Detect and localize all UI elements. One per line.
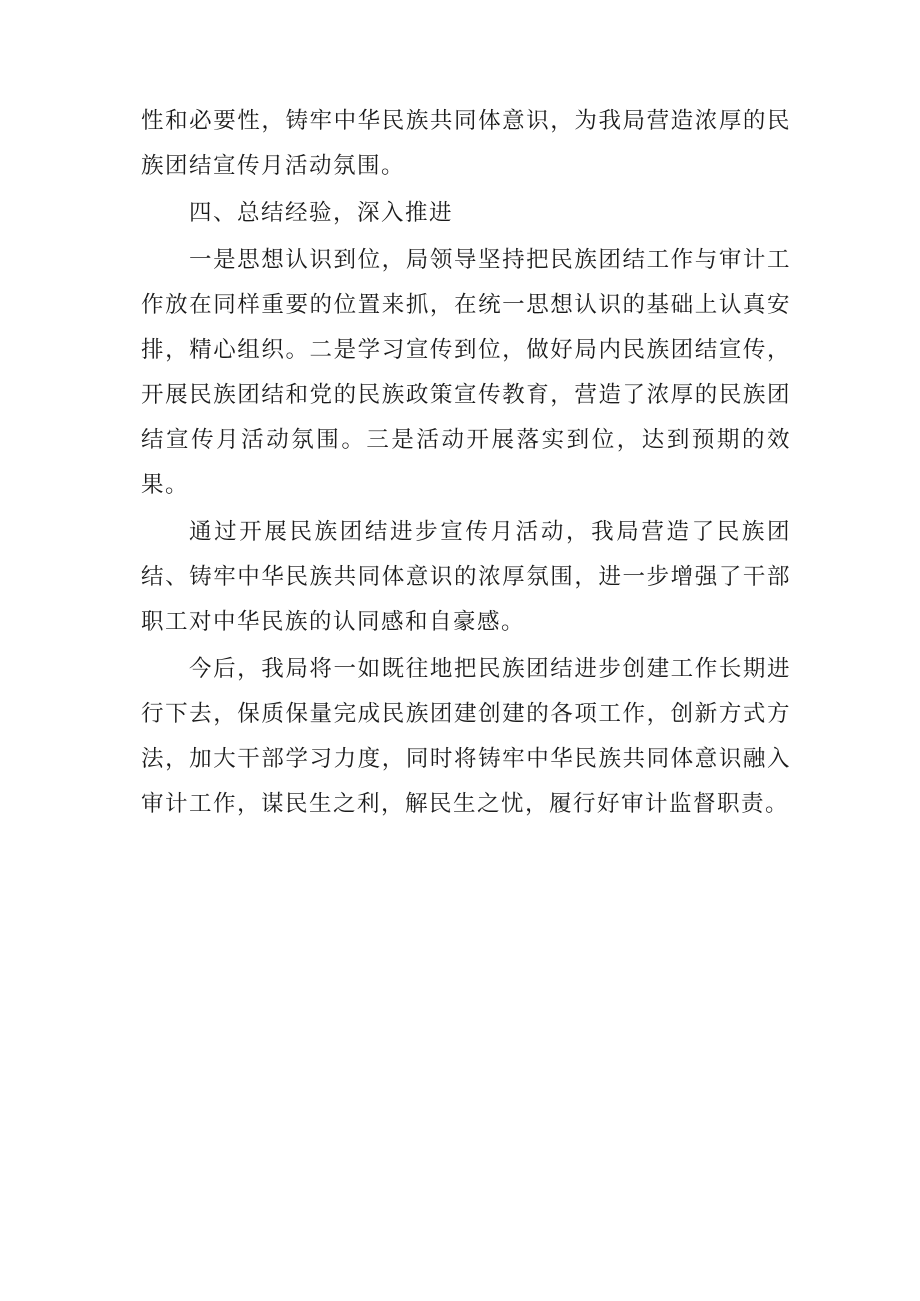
paragraph-continuation: 性和必要性，铸牢中华民族共同体意识，为我局营造浓厚的民族团结宣传月活动氛围。: [141, 108, 791, 179]
section-heading: 四、总结经验，深入推进: [189, 200, 454, 226]
paragraph-future: 今后，我局将一如既往地把民族团结进步创建工作长期进行下去，保质保量完成民族团建创建的各项工作，创新方式方法，加大干部学习力度，同时将铸牢中华民族共同体意识融入审计工作，谋民生之利，解民生之忧，履行好审计监督职责。: [141, 656, 791, 817]
paragraph-summary: 一是思想认识到位，局领导坚持把民族团结工作与审计工作放在同样重要的位置来抓，在统一思想认识的基础上认真安排，精心组织。二是学习宣传到位，做好局内民族团结宣传，开展民族团结和党的民族政策宣传教育，营造了浓厚的民族团结宣传月活动氛围。三是活动开展落实到位，达到预期的效果。: [141, 247, 791, 498]
document-body: [141, 99, 791, 827]
paragraph-outcome: 通过开展民族团结进步宣传月活动，我局营造了民族团结、铸牢中华民族共同体意识的浓厚氛围，进一步增强了干部职工对中华民族的认同感和自豪感。: [141, 519, 791, 635]
